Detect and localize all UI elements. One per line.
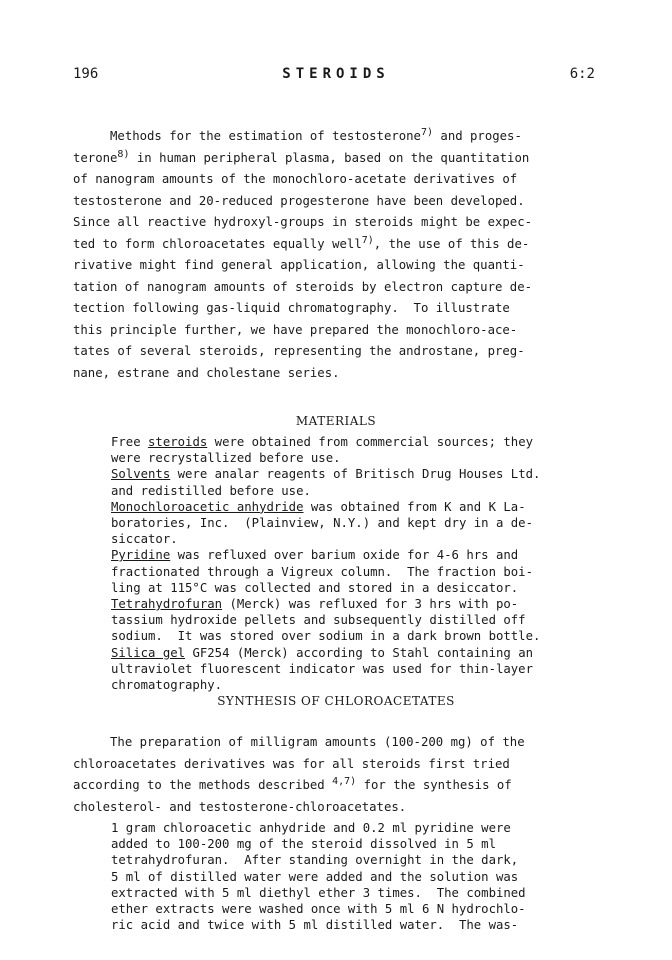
text-line: chloroacetates derivatives was for all steroids first tried [73, 756, 510, 771]
text-line: tection following gas-liquid chromatography. To illustrate [73, 301, 510, 315]
materials-list [111, 434, 581, 693]
materials-line: ultraviolet fluorescent indicator was used for thin-layer [111, 661, 533, 676]
section-number: 6:2 [569, 66, 595, 82]
reference-superscript: 7) [420, 126, 434, 138]
text-line: terone$^{8)}$ in human peripheral plasma, based on the quantitation [73, 148, 530, 165]
text-line: tation of nanogram amounts of steroids by electron capture de- [73, 279, 533, 294]
procedure-line: tetrahydrofuran. After standing overnight in the dark, [111, 853, 519, 868]
text-line: this principle further, we have prepared the monochloro-ace- [73, 322, 518, 337]
reference-superscript: 4,7) [332, 775, 357, 787]
intro-paragraph [73, 126, 593, 384]
text-line: Since all reactive hydroxyl-groups in steroids might be expec- [73, 215, 533, 229]
materials-line: were recrystallized before use. [111, 451, 341, 466]
procedure-line: extracted with 5 ml diethyl ether 3 times. The combined [111, 885, 526, 900]
text-line: rivative might find general application, allowing the quanti- [73, 258, 525, 272]
materials-line: Monochloroacetic anhydride was obtained from K and K La- [111, 499, 526, 514]
materials-line: Solvents were analar reagents of Britisch Drug Houses Ltd. [111, 467, 541, 482]
material-name: Tetrahydrofuran [111, 597, 223, 612]
materials-line: tassium hydroxide pellets and subsequently distilled off [111, 613, 526, 628]
running-title: STEROIDS [282, 66, 390, 82]
materials-line: fractionated through a Vigreux column. The fraction boi- [111, 564, 533, 579]
text-line: of nanogram amounts of the monochloro-acetate derivatives of [73, 172, 518, 186]
procedure-line: ether extracts were washed once with 5 ml 6 N hydrochlo- [111, 902, 526, 917]
procedure-line: 1 gram chloroacetic anhydride and 0.2 ml pyridine were [111, 821, 511, 835]
materials-line: Pyridine was refluxed over barium oxide for 4-6 hrs and [111, 548, 519, 563]
material-name: Pyridine [111, 548, 171, 563]
text-line: The preparation of milligram amounts (100-200 mg) of the [73, 735, 525, 749]
materials-line: Tetrahydrofuran (Merck) was refluxed for 3 hrs with po- [111, 597, 519, 612]
material-name: steroids [148, 435, 208, 449]
material-name: Silica gel [111, 645, 186, 660]
reference-superscript: 7) [361, 234, 374, 246]
procedure-line: ric acid and twice with 5 ml distilled water. The was- [111, 918, 519, 933]
material-name: Solvents [111, 467, 171, 482]
procedure-block [111, 820, 581, 933]
materials-heading: MATERIALS [295, 414, 377, 428]
materials-line: ling at 115°C was collected and stored in a desiccator. [111, 580, 519, 595]
synthesis-paragraph [73, 732, 593, 818]
procedure-line: added to 100-200 mg of the steroid dissolved in 5 ml [111, 837, 496, 852]
materials-line: and redistilled before use. [111, 483, 311, 498]
text-line: Methods for the estimation of testosterone$^{7)}$ and proges- [73, 126, 522, 143]
reference-superscript: 8) [117, 148, 130, 160]
text-line: tates of several steroids, representing the androstane, preg- [73, 344, 525, 358]
text-line: nane, estrane and cholestane series. [73, 365, 340, 380]
procedure-line: 5 ml of distilled water were added and the solution was [111, 869, 519, 884]
synthesis-heading: SYNTHESIS OF CHLOROACETATES [217, 694, 455, 708]
materials-line: sodium. It was stored over sodium in a dark brown bottle. [111, 629, 541, 644]
text-line: ted to form chloroacetates equally well$^{7)}$, the use of this de- [73, 234, 530, 251]
text-line: according to the methods described $^{4,7)}$ for the synthesis of [73, 775, 512, 792]
materials-line: Silica gel GF254 (Merck) according to Stahl containing an [111, 645, 534, 660]
material-name: Monochloroacetic anhydride [111, 499, 304, 514]
materials-line: Free steroids were obtained from commercial sources; they [111, 435, 534, 449]
text-line: testosterone and 20-reduced progesterone have been developed. [73, 193, 525, 208]
materials-line: boratories, Inc. (Plainview, N.Y.) and kept dry in a de- [111, 516, 533, 531]
page-number: 196 [73, 66, 99, 82]
materials-line: chromatography. [111, 678, 223, 693]
text-line: cholesterol- and testosterone-chloroacetates. [73, 799, 407, 814]
materials-line: siccator. [111, 532, 178, 547]
